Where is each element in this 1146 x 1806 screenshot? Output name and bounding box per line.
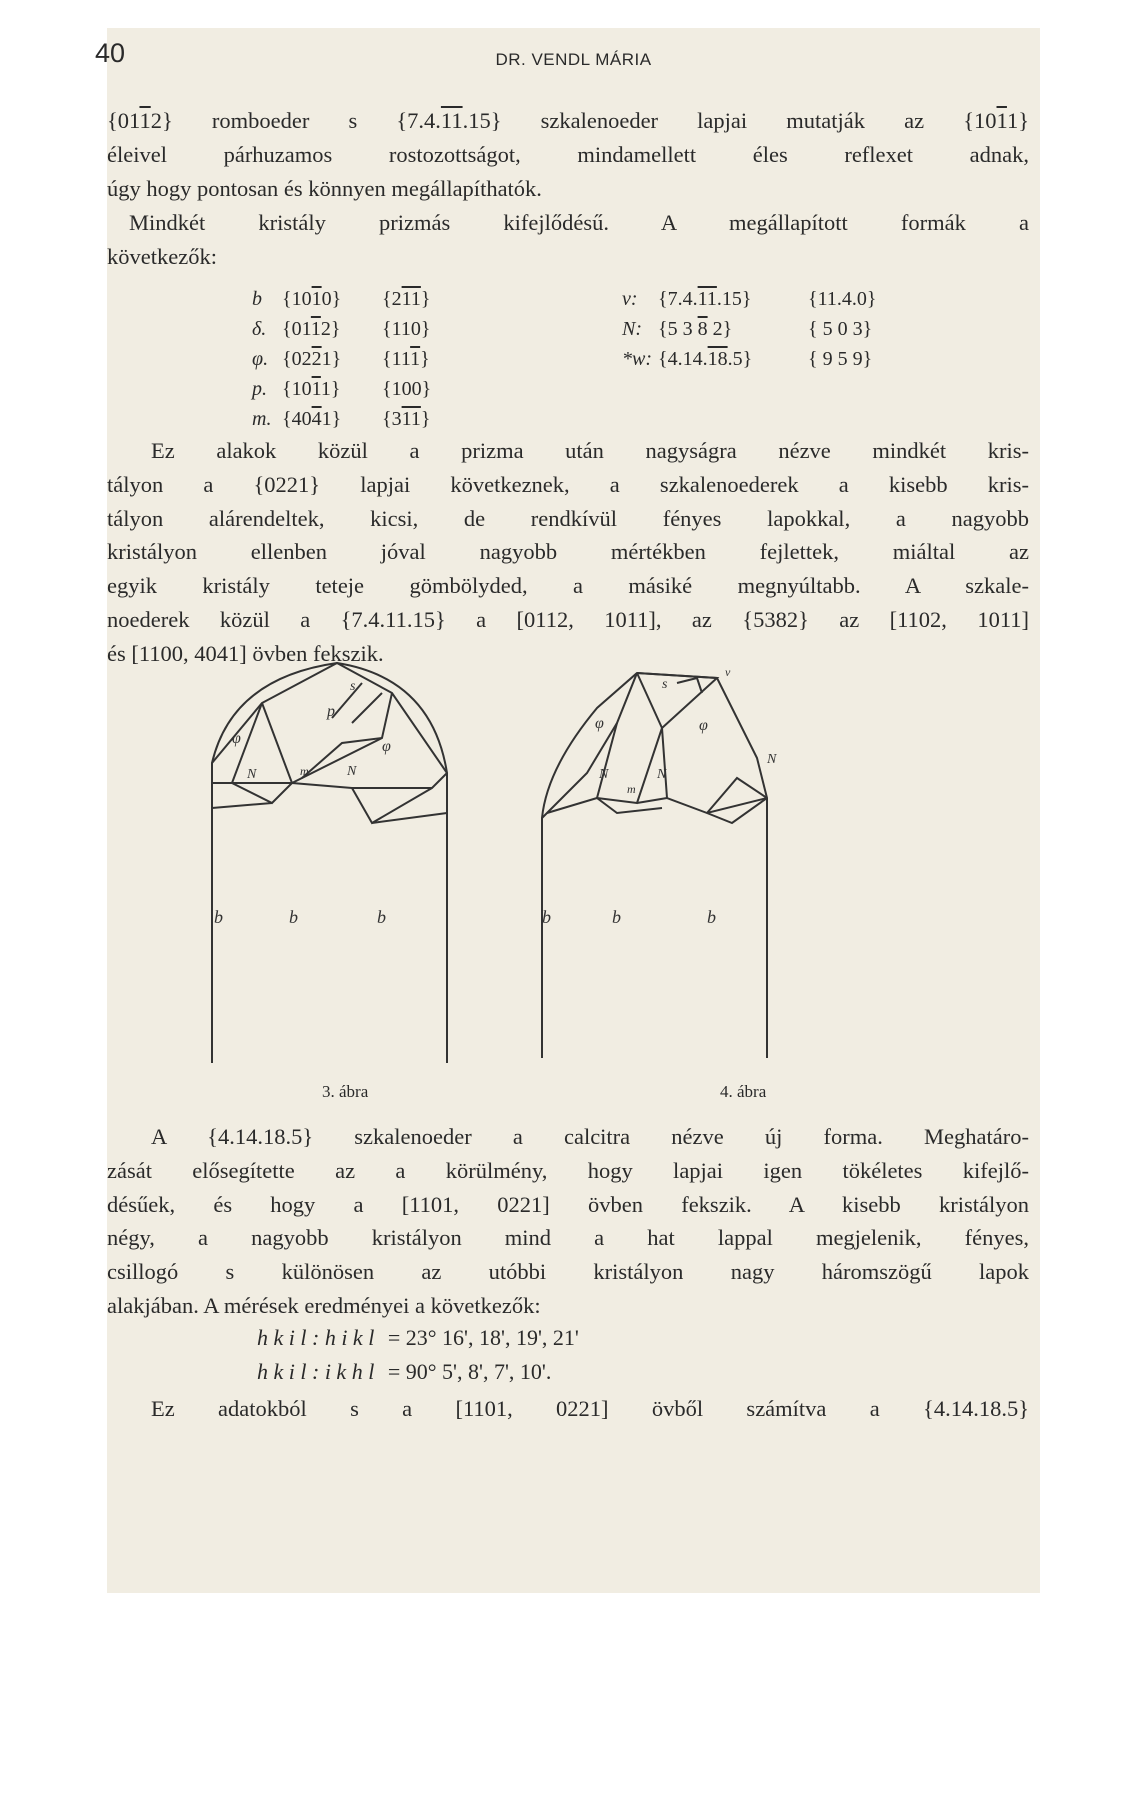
page-header — [95, 38, 1040, 78]
form-index-1: {4.14.18.5} — [658, 348, 753, 370]
paragraph-1 — [107, 104, 1029, 205]
text-line: A {4.14.18.5} szkalenoeder a calcitra nézve új forma. Meghatáro- — [151, 1124, 1029, 1149]
label-b-1: b — [542, 907, 551, 927]
form-index-2: { 5 0 3} — [808, 318, 873, 340]
page-number: 40 — [95, 38, 126, 68]
text-line: éleivel párhuzamos rostozottságot, mindamellett éles reflexet adnak, — [107, 141, 1029, 167]
form-index-1: {7.4.11.15} — [658, 288, 752, 310]
label-phi-right: φ — [699, 717, 708, 734]
eq1-rhs: = 23° 16', 18', 19', 21' — [387, 1325, 579, 1350]
form-row — [252, 344, 430, 374]
label-N-left: N — [247, 767, 257, 782]
paragraph-5 — [107, 1392, 1029, 1426]
label-v: v — [725, 665, 731, 679]
form-row — [252, 284, 430, 314]
paragraph-2 — [107, 206, 1029, 274]
text-line: csillogó s különösen az utóbbi kristályon nagy háromszögű lapok — [107, 1259, 1029, 1285]
label-N-mid: N — [657, 767, 667, 782]
form-row — [622, 344, 872, 374]
label-b-3: b — [707, 907, 716, 927]
form-index-2: {100} — [382, 378, 432, 400]
form-letter: N: — [622, 318, 642, 340]
form-letter: b — [252, 288, 262, 310]
label-b-2: b — [289, 907, 298, 927]
label-N-left: N — [599, 767, 609, 782]
label-b-3: b — [377, 907, 386, 927]
figure-3-crystal — [202, 643, 457, 1063]
text-line: Ez adatokból s a [1101, 0221] övből számítva a {4.14.18.5} — [151, 1396, 1029, 1421]
label-b-1: b — [214, 907, 223, 927]
text-line: úgy hogy pontosan és könnyen megállapíthatók. — [107, 175, 542, 201]
text-line: tályon alárendeltek, kicsi, de rendkívül fényes lapokkal, a nagyobb — [107, 505, 1029, 531]
form-index-1: {1011} — [282, 378, 341, 400]
form-row — [622, 314, 872, 344]
form-row — [622, 284, 876, 314]
measurement-row-2 — [257, 1356, 551, 1388]
text-line: négy, a nagyobb kristályon mind a hat lappal megjelenik, fényes, — [107, 1225, 1029, 1251]
form-index-1: {0112} — [282, 318, 341, 340]
form-index-1: {0221} — [282, 348, 342, 370]
form-letter: φ. — [252, 348, 269, 370]
form-letter: p. — [252, 378, 267, 400]
paragraph-3 — [107, 434, 1029, 671]
form-index-2: {311} — [382, 408, 431, 430]
text-line: tályon a {0221} lapjai következnek, a szkalenoederek a kisebb kris- — [107, 471, 1029, 497]
text-line: Mindkét kristály prizmás kifejlődésű. A megállapított formák a — [129, 210, 1029, 235]
form-index-1: {4041} — [282, 408, 342, 430]
text-line: zását elősegítette az a körülmény, hogy lapjai igen tökéletes kifejlő- — [107, 1157, 1029, 1183]
label-s: s — [662, 677, 668, 692]
form-row — [252, 404, 430, 434]
label-m: m — [300, 764, 309, 778]
eq1-lhs: h k i l : h i k l — [257, 1325, 375, 1350]
text-line: következők: — [107, 243, 217, 269]
label-phi-left: φ — [595, 715, 604, 732]
page — [95, 28, 1040, 1593]
text-line: és [1100, 4041] övben fekszik. — [107, 640, 384, 666]
figure-3-caption: 3. ábra — [322, 1082, 369, 1101]
measurements — [257, 1322, 817, 1392]
text-line: {0112} romboeder s {7.4.11.15} szkalenoeder lapjai mutatják az {1011} — [107, 108, 1029, 133]
running-title: DR. VENDL MÁRIA — [495, 50, 652, 69]
form-index-2: {211} — [382, 288, 431, 310]
text-line: kristályon ellenben jóval nagyobb mértékben fejlettek, miáltal az — [107, 539, 1029, 565]
eq2-lhs: h k i l : i k h l — [257, 1359, 375, 1384]
figure-4-crystal — [527, 638, 777, 1058]
form-row — [252, 374, 431, 404]
label-s: s — [350, 679, 356, 694]
form-index-1: {1010} — [282, 288, 342, 310]
eq2-rhs: = 90° 5', 8', 7', 10'. — [387, 1359, 552, 1384]
form-letter: δ. — [252, 318, 267, 340]
form-row — [252, 314, 430, 344]
label-N-right: N — [767, 752, 777, 767]
form-letter: *w: — [622, 348, 652, 370]
label-p: p — [327, 703, 335, 720]
text-line: désűek, és hogy a [1101, 0221] övben fekszik. A kisebb kristályon — [107, 1191, 1029, 1217]
form-index-1: {5 3 8 2} — [658, 318, 733, 340]
text-line: alakjában. A mérések eredményei a következők: — [107, 1292, 541, 1318]
form-index-2: {111} — [382, 348, 430, 370]
label-m: m — [627, 782, 636, 796]
form-letter: m. — [252, 408, 272, 430]
label-phi-left: φ — [232, 730, 241, 747]
label-N-right: N — [347, 764, 357, 779]
figure-4-caption: 4. ábra — [720, 1082, 767, 1101]
label-phi-right: φ — [382, 738, 391, 755]
form-letter: v: — [622, 288, 638, 310]
form-index-2: {11.4.0} — [808, 288, 877, 310]
text-line: egyik kristály teteje gömbölyded, a másiké megnyúltabb. A szkale- — [107, 573, 1029, 599]
paragraph-4 — [107, 1120, 1029, 1323]
text-line: noederek közül a {7.4.11.15} a [0112, 1011], az {5382} az [1102, 1011] — [107, 606, 1029, 632]
form-index-2: {110} — [382, 318, 431, 340]
form-index-2: { 9 5 9} — [808, 348, 873, 370]
measurement-row-1 — [257, 1322, 579, 1354]
label-b-2: b — [612, 907, 621, 927]
text-line: Ez alakok közül a prizma után nagyságra nézve mindkét kris- — [151, 438, 1029, 463]
